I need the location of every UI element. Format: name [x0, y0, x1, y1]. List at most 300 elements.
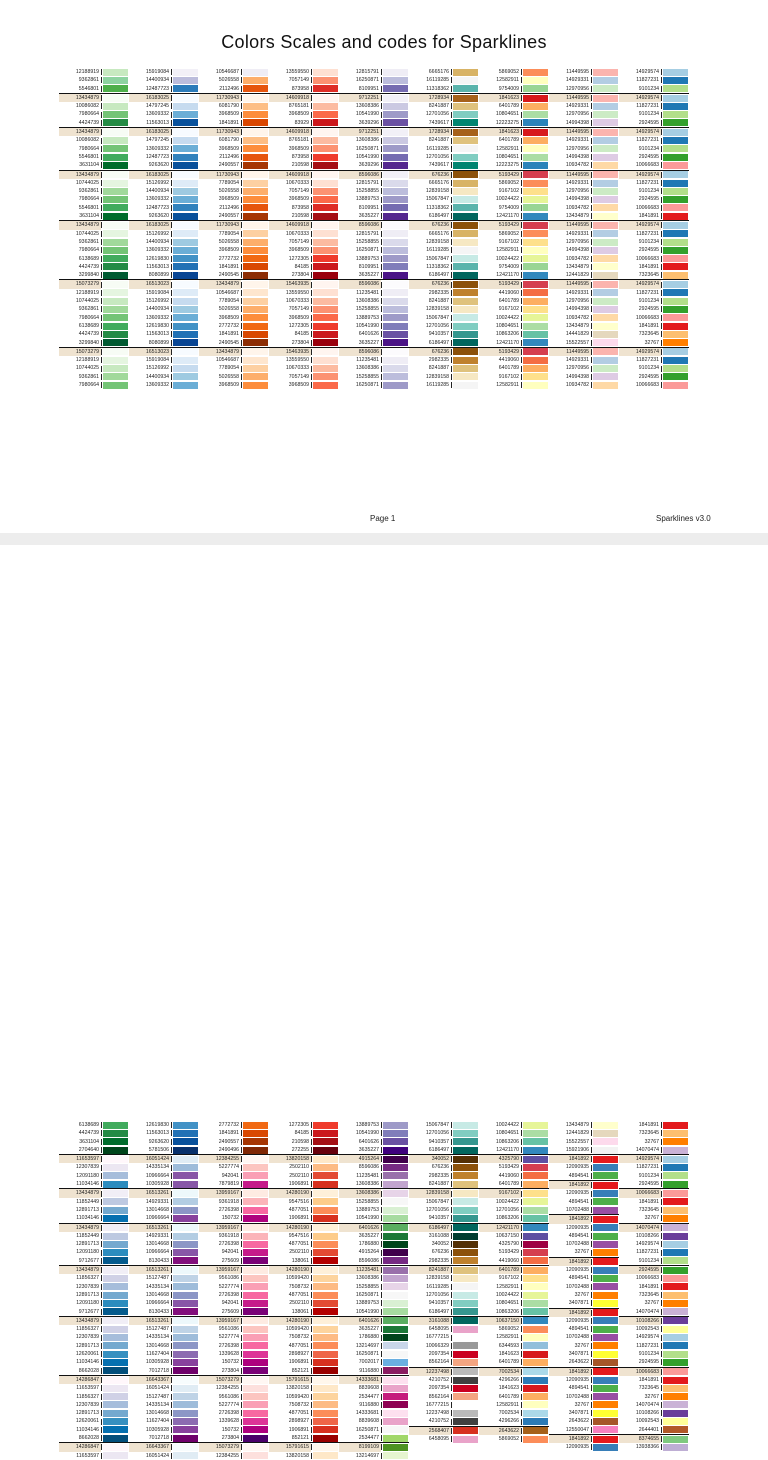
separator-tick: [171, 282, 172, 288]
separator-tick: [521, 231, 522, 237]
color-swatch: [453, 69, 478, 76]
separator-tick: [171, 1435, 172, 1441]
separator-tick: [311, 1233, 312, 1239]
color-code-row: [549, 246, 619, 254]
color-code: 9101234: [638, 238, 659, 245]
separator-tick: [521, 154, 522, 160]
color-code: 6665176: [428, 69, 449, 75]
color-swatch: [383, 154, 408, 161]
color-swatch: [453, 1190, 478, 1197]
separator-tick: [101, 298, 102, 304]
separator-tick: [591, 231, 592, 237]
separator-tick: [381, 112, 382, 118]
color-code: 15919084: [145, 357, 169, 364]
separator-tick: [241, 323, 242, 329]
color-code: 2982335: [428, 357, 449, 364]
color-code: 15073279: [59, 348, 101, 356]
color-code-row: [59, 314, 129, 322]
separator-tick: [381, 154, 382, 160]
separator-tick: [101, 222, 102, 228]
separator-tick: [521, 1250, 522, 1256]
separator-tick: [101, 282, 102, 288]
color-code-row: [339, 1283, 409, 1291]
separator-tick: [101, 306, 102, 312]
color-swatch: [663, 111, 688, 118]
color-code: 8562164: [428, 1393, 449, 1400]
separator-tick: [381, 1275, 382, 1281]
color-code-row: [269, 1180, 339, 1188]
color-code: 7323645: [638, 1130, 659, 1137]
color-code-row: [339, 305, 409, 313]
separator-tick: [171, 154, 172, 160]
separator-tick: [591, 1156, 592, 1162]
separator-tick: [311, 366, 312, 372]
separator-tick: [661, 1139, 662, 1145]
separator-tick: [521, 1326, 522, 1332]
separator-tick: [661, 1233, 662, 1239]
color-code: 5026558: [218, 238, 239, 245]
color-swatch: [453, 281, 478, 288]
color-code-row: [269, 1417, 339, 1425]
separator-tick: [451, 366, 452, 372]
color-code-row: [549, 110, 619, 118]
separator-tick: [661, 272, 662, 278]
color-code-row: [199, 263, 269, 271]
color-code-row: [269, 153, 339, 161]
color-code: 4424739: [78, 331, 99, 338]
color-code: 16513261: [129, 1317, 171, 1325]
color-code: 8109951: [358, 263, 379, 270]
separator-tick: [171, 264, 172, 270]
color-code: 9263620: [148, 162, 169, 169]
color-code-row: [479, 119, 549, 127]
color-code-row: [409, 1299, 479, 1307]
color-code: 138061: [291, 1308, 309, 1315]
color-code: 4894541: [568, 1198, 589, 1205]
color-code: 3968509: [218, 196, 239, 203]
color-code: 6401789: [498, 298, 519, 305]
color-code: 9362861: [78, 238, 99, 245]
color-swatch: [663, 69, 688, 76]
color-code: 2534477: [358, 1393, 379, 1400]
color-swatch: [663, 1138, 688, 1145]
color-code: 16051424: [145, 1385, 169, 1392]
color-code-row: [59, 1350, 129, 1358]
separator-tick: [381, 315, 382, 321]
color-code: 1841892: [549, 1435, 591, 1443]
separator-tick: [311, 306, 312, 312]
color-code: 14994398: [565, 119, 589, 126]
separator-tick: [101, 1419, 102, 1425]
color-code: 3635227: [358, 1146, 379, 1153]
separator-tick: [381, 120, 382, 126]
color-swatch: [243, 365, 268, 372]
separator-tick: [451, 1300, 452, 1306]
color-code-row: [269, 1452, 339, 1460]
color-code: 2502110: [289, 1300, 309, 1307]
color-swatch: [173, 119, 198, 126]
color-code-row: [59, 364, 129, 372]
color-code: 5227774: [218, 1401, 239, 1408]
color-code: 9101234: [638, 188, 659, 195]
color-code: 13434879: [59, 128, 101, 136]
color-code: 10066683: [619, 1189, 661, 1197]
color-code: 1841891: [218, 1130, 239, 1137]
separator-tick: [311, 1139, 312, 1145]
color-column: [199, 68, 269, 389]
color-code: 11235481: [356, 357, 379, 364]
color-code-row: [619, 271, 689, 279]
color-code-row: [619, 263, 689, 271]
color-code-row: [269, 255, 339, 263]
color-swatch: [523, 1368, 548, 1375]
separator-tick: [241, 357, 242, 363]
color-code: 4325790: [498, 1241, 519, 1248]
color-code: 11034146: [76, 1426, 99, 1433]
color-code: 2534477: [358, 1434, 379, 1441]
separator-tick: [451, 331, 452, 337]
separator-tick: [661, 1181, 662, 1187]
color-code-row: [199, 1188, 269, 1197]
color-code: 13609332: [145, 196, 169, 203]
color-code: 15522557: [565, 1138, 589, 1145]
color-code-row: [339, 110, 409, 118]
separator-tick: [101, 188, 102, 194]
color-code-row: [269, 136, 339, 144]
color-code-row: [129, 1434, 199, 1442]
separator-tick: [101, 1199, 102, 1205]
color-code: 2502110: [289, 1164, 309, 1171]
color-swatch: [103, 1138, 128, 1145]
color-code-row: [339, 1206, 409, 1214]
color-code-row: [409, 1367, 479, 1376]
color-code-row: [619, 179, 689, 187]
separator-tick: [381, 180, 382, 186]
color-code: 7980664: [78, 314, 99, 321]
color-code: 15127487: [145, 1393, 169, 1400]
color-swatch: [243, 1418, 268, 1425]
color-code-row: [619, 204, 689, 212]
color-code: 676236: [409, 221, 451, 229]
separator-tick: [241, 1318, 242, 1324]
color-code-row: [619, 68, 689, 76]
separator-tick: [241, 154, 242, 160]
color-code-row: [339, 1121, 409, 1129]
color-code-row: [619, 356, 689, 364]
separator-tick: [171, 1377, 172, 1383]
color-swatch: [173, 382, 198, 389]
color-code-row: [269, 1426, 339, 1434]
color-swatch: [173, 1410, 198, 1417]
color-code-row: [619, 102, 689, 110]
color-swatch: [383, 69, 408, 76]
color-swatch: [103, 145, 128, 152]
color-code: 7789054: [218, 298, 239, 305]
color-swatch: [663, 77, 688, 84]
color-code: 8662028: [78, 1434, 99, 1441]
color-swatch: [523, 1249, 548, 1256]
color-code-row: [619, 1138, 689, 1146]
color-code-row: [59, 1274, 129, 1282]
separator-tick: [241, 120, 242, 126]
separator-tick: [591, 138, 592, 144]
color-code-row: [619, 322, 689, 330]
color-code: 5193429: [479, 171, 521, 179]
color-code-row: [59, 204, 129, 212]
color-code: 13608386: [355, 1181, 379, 1188]
color-code: 4877051: [288, 1342, 309, 1349]
separator-tick: [521, 1385, 522, 1391]
color-code: 873958: [291, 153, 309, 160]
color-code-row: [409, 1274, 479, 1282]
color-swatch: [593, 1426, 618, 1433]
color-swatch: [593, 373, 618, 380]
color-code: 12384255: [215, 1385, 239, 1392]
separator-tick: [241, 1181, 242, 1187]
color-code: 2097354: [428, 1351, 449, 1358]
color-code-row: [269, 179, 339, 187]
separator-tick: [381, 1385, 382, 1391]
separator-tick: [451, 1343, 452, 1349]
color-code: 942041: [221, 1300, 239, 1307]
separator-tick: [521, 162, 522, 168]
color-swatch: [243, 222, 268, 229]
color-code-row: [409, 1393, 479, 1401]
color-code: 3635227: [358, 339, 379, 346]
separator-tick: [101, 180, 102, 186]
color-code-row: [409, 179, 479, 187]
color-code-row: [199, 1138, 269, 1146]
separator-tick: [171, 256, 172, 262]
color-code: 273804: [291, 339, 309, 346]
color-column: [269, 68, 339, 389]
separator-tick: [241, 298, 242, 304]
color-code: 8241887: [428, 298, 449, 305]
color-code-row: [409, 212, 479, 220]
separator-tick: [381, 239, 382, 245]
color-code: 12839158: [425, 373, 449, 380]
color-swatch: [173, 1207, 198, 1214]
separator-tick: [381, 374, 382, 380]
separator-tick: [101, 1241, 102, 1247]
separator-tick: [521, 366, 522, 372]
color-code-row: [619, 1232, 689, 1240]
color-code-row: [199, 1333, 269, 1341]
color-code-row: [59, 1316, 129, 1325]
separator-tick: [521, 1241, 522, 1247]
color-code-row: [339, 1146, 409, 1154]
color-code: 12839158: [425, 188, 449, 195]
color-code: 12582911: [496, 1401, 519, 1408]
separator-tick: [381, 1326, 382, 1332]
color-code-row: [479, 127, 549, 136]
separator-tick: [451, 1410, 452, 1416]
color-swatch: [103, 298, 128, 305]
color-code-row: [479, 170, 549, 179]
separator-tick: [661, 1335, 662, 1341]
color-swatch: [103, 129, 128, 136]
color-swatch: [383, 137, 408, 144]
separator-tick: [451, 1275, 452, 1281]
color-swatch: [663, 1351, 688, 1358]
color-swatch: [663, 1215, 688, 1222]
separator-tick: [241, 1156, 242, 1162]
color-swatch: [383, 1190, 408, 1197]
color-code: 12815791: [355, 179, 379, 186]
color-code: 12090935: [565, 1267, 589, 1274]
color-code: 11827231: [636, 1249, 659, 1256]
color-code-row: [479, 1214, 549, 1222]
color-swatch: [453, 137, 478, 144]
color-swatch: [313, 348, 338, 355]
separator-tick: [241, 1343, 242, 1349]
color-swatch: [453, 1249, 478, 1256]
separator-tick: [381, 1351, 382, 1357]
color-code: 14929574: [619, 348, 661, 356]
color-swatch: [313, 1426, 338, 1433]
color-swatch: [313, 1267, 338, 1274]
separator-tick: [311, 1122, 312, 1128]
color-code: 11730943: [199, 94, 241, 102]
color-code: 15073279: [199, 1376, 241, 1384]
color-code-row: [199, 1214, 269, 1222]
separator-tick: [171, 69, 172, 75]
color-swatch: [383, 1257, 408, 1264]
separator-tick: [241, 1385, 242, 1391]
separator-tick: [311, 331, 312, 337]
color-column: [479, 1121, 549, 1460]
color-code-row: [479, 1426, 549, 1435]
color-swatch: [523, 1283, 548, 1290]
color-code-row: [619, 1342, 689, 1350]
separator-tick: [381, 340, 382, 346]
color-code: 11449595: [549, 348, 591, 356]
color-code: 8080899: [148, 339, 169, 346]
color-code: 14335134: [145, 1334, 169, 1341]
color-code-row: [409, 339, 479, 347]
separator-tick: [661, 1292, 662, 1298]
color-code-row: [549, 1409, 619, 1417]
color-swatch: [103, 171, 128, 178]
color-code-row: [549, 1240, 619, 1248]
color-code: 16643367: [129, 1376, 171, 1384]
color-code-row: [479, 1163, 549, 1171]
color-code: 13608386: [355, 1275, 379, 1282]
separator-tick: [311, 112, 312, 118]
color-code: 12891713: [75, 1342, 99, 1349]
color-swatch: [593, 85, 618, 92]
color-swatch: [103, 1130, 128, 1137]
color-swatch: [103, 137, 128, 144]
color-swatch: [103, 1308, 128, 1315]
color-code-row: [129, 271, 199, 279]
color-swatch: [313, 373, 338, 380]
color-code-row: [549, 1384, 619, 1392]
color-swatch: [663, 348, 688, 355]
separator-tick: [171, 1402, 172, 1408]
separator-tick: [311, 282, 312, 288]
color-code-row: [549, 1206, 619, 1214]
color-code: 14070474: [635, 1146, 659, 1153]
color-code: 10934782: [565, 314, 589, 321]
color-code-row: [549, 76, 619, 84]
separator-tick: [311, 1284, 312, 1290]
color-swatch: [523, 1401, 548, 1408]
color-swatch: [243, 298, 268, 305]
separator-tick: [661, 1369, 662, 1375]
page-1: [0, 0, 768, 533]
separator-tick: [381, 1191, 382, 1197]
color-code: 3968509: [288, 314, 309, 321]
color-code-row: [129, 263, 199, 271]
color-code: 14280190: [269, 1317, 311, 1325]
separator-tick: [521, 1199, 522, 1205]
separator-tick: [241, 112, 242, 118]
separator-tick: [661, 1436, 662, 1442]
color-code: 7789054: [218, 365, 239, 372]
separator-tick: [311, 1309, 312, 1315]
separator-tick: [521, 282, 522, 288]
color-code: 14929574: [619, 1155, 661, 1163]
separator-tick: [451, 340, 452, 346]
color-code: 14929331: [565, 137, 589, 144]
separator-tick: [311, 1318, 312, 1324]
separator-tick: [381, 331, 382, 337]
color-code: 3631104: [79, 162, 99, 169]
separator-tick: [241, 1453, 242, 1459]
separator-tick: [661, 1444, 662, 1450]
color-code: 10024422: [495, 1122, 519, 1128]
color-swatch: [663, 1156, 688, 1163]
color-code: 9410357: [428, 331, 449, 338]
separator-tick: [311, 129, 312, 135]
color-code-row: [199, 347, 269, 356]
color-swatch: [103, 1147, 128, 1154]
color-swatch: [453, 180, 478, 187]
separator-tick: [591, 1199, 592, 1205]
color-swatch: [523, 1410, 548, 1417]
color-swatch: [383, 196, 408, 203]
color-swatch: [243, 1367, 268, 1374]
color-code: 10024422: [495, 196, 519, 203]
color-swatch: [313, 272, 338, 279]
color-code: 12815791: [355, 69, 379, 75]
color-code: 14070474: [635, 1308, 659, 1315]
color-swatch: [593, 289, 618, 296]
color-swatch: [243, 1224, 268, 1231]
color-swatch: [593, 77, 618, 84]
color-swatch: [313, 1351, 338, 1358]
color-swatch: [243, 1292, 268, 1299]
color-code-row: [549, 255, 619, 263]
color-code-row: [59, 1308, 129, 1316]
separator-tick: [451, 172, 452, 178]
color-code-row: [619, 145, 689, 153]
color-code: 1841891: [638, 1283, 659, 1290]
separator-tick: [311, 1444, 312, 1450]
color-swatch: [593, 1401, 618, 1408]
color-code-row: [479, 381, 549, 389]
color-code: 6186497: [409, 1224, 451, 1232]
color-code: 84185: [294, 263, 309, 270]
separator-tick: [591, 340, 592, 346]
color-code: 13889753: [355, 196, 379, 203]
color-code-row: [409, 68, 479, 76]
color-swatch: [663, 1326, 688, 1333]
color-swatch: [243, 1275, 268, 1282]
color-code: 32767: [644, 1215, 659, 1222]
color-code: 3407871: [568, 1351, 589, 1358]
